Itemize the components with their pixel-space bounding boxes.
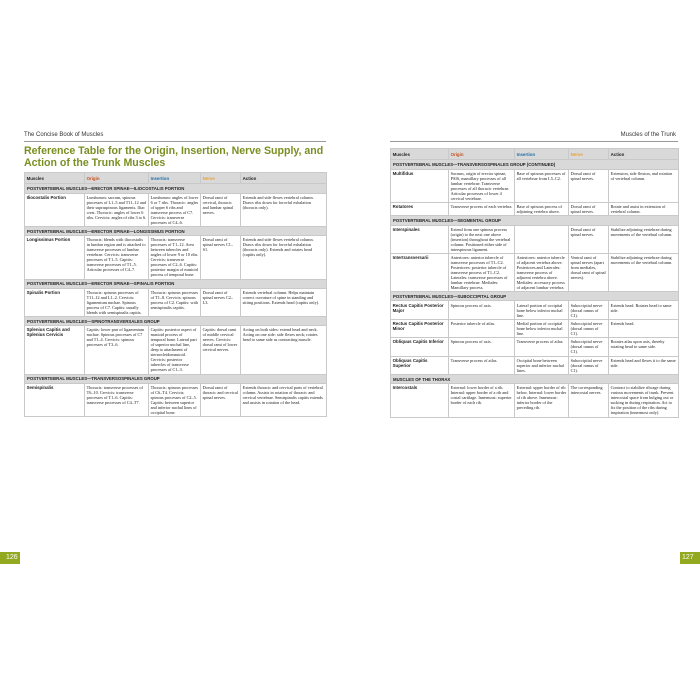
- table-cell: Dorsal rami of spinal nerves.: [569, 169, 609, 202]
- column-header: Nerve: [201, 173, 241, 184]
- table-row: [25, 383, 327, 416]
- table-cell: Extends head. Rotates head to same side.: [609, 301, 679, 319]
- table-cell: Suboccipital nerve (dorsal ramus of C1).: [569, 338, 609, 356]
- column-header: Action: [241, 173, 327, 184]
- table-header-row: [391, 149, 679, 160]
- table-cell: Extend from one spinous process (origin) to the next one above (insertion) throughout the vertebral column. Positioned either side of interspinous ligament.: [449, 225, 515, 253]
- table-cell: Thoracis: transverse processes of T1–12. Area between tubercles and angles of lower 9 or 10 ribs. Cervicis: transverse processes of C2–6. Capitis: posterior margin of mastoid process of temporal bone.: [149, 236, 201, 279]
- table-cell: Transverse process of atlas.: [515, 338, 569, 356]
- table-cell: Spinous process of axis.: [449, 301, 515, 319]
- table-cell: Extends vertebral column. Helps maintain correct curvature of spine in standing and sitting positions. Extends head (capitis only).: [241, 288, 327, 316]
- table-cell: Dorsal rami of spinal nerves.: [569, 225, 609, 253]
- muscle-name: Obliquus Capitis Inferior: [391, 338, 449, 356]
- column-header: Action: [609, 149, 679, 160]
- column-header: Insertion: [149, 173, 201, 184]
- table-cell: Stabilize adjoining vertebrae during movements of the vertebral column.: [609, 225, 679, 253]
- reference-table-right: [390, 148, 679, 418]
- muscle-name: Interspinales: [391, 225, 449, 253]
- group-header-row: [25, 226, 327, 235]
- right-page: [350, 128, 700, 570]
- table-row: [391, 253, 679, 291]
- table-cell: Transverse process of each vertebra.: [449, 202, 515, 215]
- table-cell: Stabilize adjoining vertebrae during movements of the vertebral column.: [609, 253, 679, 291]
- muscle-name: Iliocostalis Portion: [25, 193, 85, 226]
- table-cell: Suboccipital nerve (dorsal ramus of C1).: [569, 319, 609, 337]
- muscle-name: Rotatores: [391, 202, 449, 215]
- table-cell: Contract to stabilize ribcage during various movements of trunk. Prevent intercostal space from bulging out or sucking in during respiration. Act to fix the position of the ribs during inspiration (innermost only).: [609, 384, 679, 417]
- muscle-name: Multifidus: [391, 169, 449, 202]
- table-row: [25, 193, 327, 226]
- table-cell: Thoracis: spinous processes of T11–12 and L1–2. Cervicis: ligamentum nuchae. Spinous process of C7. Capitis: usually blends with semispinalis capitis.: [85, 288, 149, 316]
- muscle-name: Rectus Capitis Posterior Major: [391, 301, 449, 319]
- table-cell: Lumborum: sacrum, spinous processes of L1–5 and T11–12 and their supraspinous ligaments. Iliac crest. Thoracic: angles of lower 6 ribs. Cervicis: angles of ribs 3 to 6.: [85, 193, 149, 226]
- table-cell: Transverse process of atlas.: [449, 356, 515, 374]
- muscle-name: Semispinalis: [25, 383, 85, 416]
- table-cell: Thoracis: transverse processes of T6–10. Cervicis: transverse processes of T1–6. Capitis: transverse processes of C4–T7.: [85, 383, 149, 416]
- group-header-row: [391, 160, 679, 169]
- table-cell: Suboccipital nerve (dorsal ramus of C1).: [569, 301, 609, 319]
- table-cell: Lumborum: angles of lower 6 or 7 ribs. Thoracic: angles of upper 6 ribs and transverse process of C7. Cervicis: transverse processes of C4–6.: [149, 193, 201, 226]
- muscle-name: Longissimus Portion: [25, 236, 85, 279]
- group-title: POSTVERTEBRAL MUSCLES—ERECTOR SPINAE—ILIOCOSTALIS PORTION: [25, 184, 327, 193]
- table-row: [391, 169, 679, 202]
- table-cell: Rotates atlas upon axis, thereby rotating head to same side.: [609, 338, 679, 356]
- table-cell: External: lower border of a rib. Internal: upper border of a rib and costal cartilage. Innermost: superior border of each rib.: [449, 384, 515, 417]
- group-header-row: [25, 279, 327, 288]
- table-row: [391, 338, 679, 356]
- group-title: POSTVERTEBRAL MUSCLES—SUBOCCIPITAL GROUP: [391, 292, 679, 301]
- table-row: [391, 319, 679, 337]
- table-cell: Capitis: lower part of ligamentum nuchae. Spinous processes of C7 and T1–4. Cervicis: spinous processes of T3–6.: [85, 326, 149, 374]
- table-row: [25, 288, 327, 316]
- table-cell: External: upper border of rib below. Internal: lower border of rib above. Innermost: inferior border of the preceding rib.: [515, 384, 569, 417]
- left-header-rule: [24, 141, 326, 142]
- table-cell: Thoracis: blends with iliocostalis in lumbar region and is attached to transverse processes of lumbar vertebrae. Cervicis: transverse processes of T1–5. Capitis: transverse processes of T1–5. Articular processes of C4–7.: [85, 236, 149, 279]
- table-cell: Ventral rami of spinal nerves (apart from mediales, dorsal rami of spinal nerves).: [569, 253, 609, 291]
- page-number-right: 127: [682, 554, 694, 561]
- right-header-rule: [390, 141, 678, 142]
- muscle-name: Splenius Capitis and Splenius Cervicis: [25, 326, 85, 374]
- table-row: [391, 225, 679, 253]
- table-row: [25, 236, 327, 279]
- group-header-row: [25, 374, 327, 383]
- table-cell: Anteriores: anterior tubercle of adjacent vertebra above. Posteriores and Laterales: transverse process of adjacent vertebra above. Mediales: accessory process of adjacent lumbar vertebra.: [515, 253, 569, 291]
- muscle-name: Intertransversarii: [391, 253, 449, 291]
- muscle-name: Obliquus Capitis Superior: [391, 356, 449, 374]
- table-cell: Extends and side flexes vertebral column. Draws ribs down for forceful exhalation (thoracis only). Extends and rotates head (capitis only).: [241, 236, 327, 279]
- table-cell: Acting on both sides: extend head and neck. Acting on one side: side flexes neck; rotates head to same side as contracting muscle.: [241, 326, 327, 374]
- muscle-name: Intercostals: [391, 384, 449, 417]
- group-title: POSTVERTEBRAL MUSCLES—ERECTOR SPINAE—LONGISSIMUS PORTION: [25, 226, 327, 235]
- table-row: [391, 202, 679, 215]
- table-cell: Dorsal rami of thoracic and cervical spinal nerves.: [201, 383, 241, 416]
- table-cell: Extends head.: [609, 319, 679, 337]
- table-cell: Extends thoracic and cervical parts of vertebral column. Assists in rotation of thoracic and cervical vertebrae. Semispinalis capitis extends and assists in rotation of the head.: [241, 383, 327, 416]
- table-cell: Base of spinous process of adjoining vertebra above.: [515, 202, 569, 215]
- reference-table-left: [24, 172, 327, 417]
- table-row: [391, 356, 679, 374]
- group-title: POSTVERTEBRAL MUSCLES—TRANSVERSOSPINALES GROUP: [25, 374, 327, 383]
- muscle-name: Rectus Capitis Posterior Minor: [391, 319, 449, 337]
- group-header-row: [391, 374, 679, 383]
- table-cell: Lateral portion of occipital bone below inferior nuchal line.: [515, 301, 569, 319]
- table-header-row: [25, 173, 327, 184]
- left-running-head: The Concise Book of Muscles: [24, 132, 104, 138]
- page-number-left: 126: [6, 554, 18, 561]
- muscle-name: Spinalis Portion: [25, 288, 85, 316]
- table-cell: Dorsal rami of spinal nerves.: [569, 202, 609, 215]
- table-row: [25, 326, 327, 374]
- column-header: Muscles: [391, 149, 449, 160]
- column-header: Muscles: [25, 173, 85, 184]
- table-row: [391, 384, 679, 417]
- table-cell: Extends head and flexes it to the same side.: [609, 356, 679, 374]
- table-cell: [515, 225, 569, 253]
- table-cell: Capitis: dorsal rami of middle cervical nerves. Cervicis: dorsal rami of lower cervical nerves.: [201, 326, 241, 374]
- group-title: POSTVERTEBRAL MUSCLES—ERECTOR SPINAE—SPINALIS PORTION: [25, 279, 327, 288]
- group-title: POSTVERTEBRAL MUSCLES—TRANSVERSOSPINALES GROUP (CONTINUED): [391, 160, 679, 169]
- table-cell: Suboccipital nerve (dorsal ramus of C1).: [569, 356, 609, 374]
- right-running-head: Muscles of the Trunk: [620, 132, 676, 138]
- table-cell: Posterior tubercle of atlas.: [449, 319, 515, 337]
- column-header: Insertion: [515, 149, 569, 160]
- group-title: POSTVERTEBRAL MUSCLES—SPINOTRANSVERSALES GROUP: [25, 317, 327, 326]
- table-cell: Dorsal rami of cervical, thoracic and lumbar spinal nerves.: [201, 193, 241, 226]
- table-cell: Extension, side flexion, and rotation of vertebral column.: [609, 169, 679, 202]
- page-title: Reference Table for the Origin, Insertion, Nerve Supply, and Action of the Trunk Muscles: [24, 145, 324, 169]
- table-cell: Base of spinous processes of all vertebrae from L5–C2.: [515, 169, 569, 202]
- table-cell: The corresponding intercostal nerves.: [569, 384, 609, 417]
- column-header: Nerve: [569, 149, 609, 160]
- group-header-row: [25, 184, 327, 193]
- group-title: MUSCLES OF THE THORAX: [391, 374, 679, 383]
- table-cell: Rotate and assist in extension of vertebral column.: [609, 202, 679, 215]
- group-header-row: [25, 317, 327, 326]
- table-cell: Capitis: posterior aspect of mastoid process of temporal bone. Lateral part of superior nuchal line, deep to attachment of sternocleidomastoid. Cervicis: posterior tubercles of transverse processes of C1–3.: [149, 326, 201, 374]
- table-cell: Thoracis: spinous processes of T1–8. Cervicis: spinous process of C2. Capitis: with semispinalis capitis.: [149, 288, 201, 316]
- table-cell: Anteriores: anterior tubercle of transverse processes of T1–C2. Posteriores: posterior tubercle of transverse process of T1–C2. Laterales: transverse processes of lumbar vertebrae. Mediales: Mamillary process.: [449, 253, 515, 291]
- table-cell: Dorsal rami of spinal nerves C2–L3.: [201, 288, 241, 316]
- table-cell: Spinous process of axis.: [449, 338, 515, 356]
- column-header: Origin: [449, 149, 515, 160]
- group-header-row: [391, 292, 679, 301]
- table-cell: Sacrum, origin of erector spinae, PSIS, mamillary processes of all lumbar vertebrae. Transverse processes of all thoracic vertebrae. Articular processes of lower 4 cervical vertebrae.: [449, 169, 515, 202]
- group-title: POSTVERTEBRAL MUSCLES—SEGMENTAL GROUP: [391, 216, 679, 225]
- table-cell: Dorsal rami of spinal nerves C1–S1.: [201, 236, 241, 279]
- table-cell: Medial portion of occipital bone below inferior nuchal line.: [515, 319, 569, 337]
- table-row: [391, 301, 679, 319]
- left-page: [0, 128, 350, 570]
- group-header-row: [391, 216, 679, 225]
- table-cell: Thoracis: spinous processes of C6–T4. Cervicis: spinous processes of C2–5. Capitis: between superior and inferior nuchal lines of occipital bone.: [149, 383, 201, 416]
- table-cell: Occipital bone between superior and inferior nuchal lines.: [515, 356, 569, 374]
- column-header: Origin: [85, 173, 149, 184]
- table-cell: Extends and side flexes vertebral column. Draws ribs down for forceful exhalation (thoracis only).: [241, 193, 327, 226]
